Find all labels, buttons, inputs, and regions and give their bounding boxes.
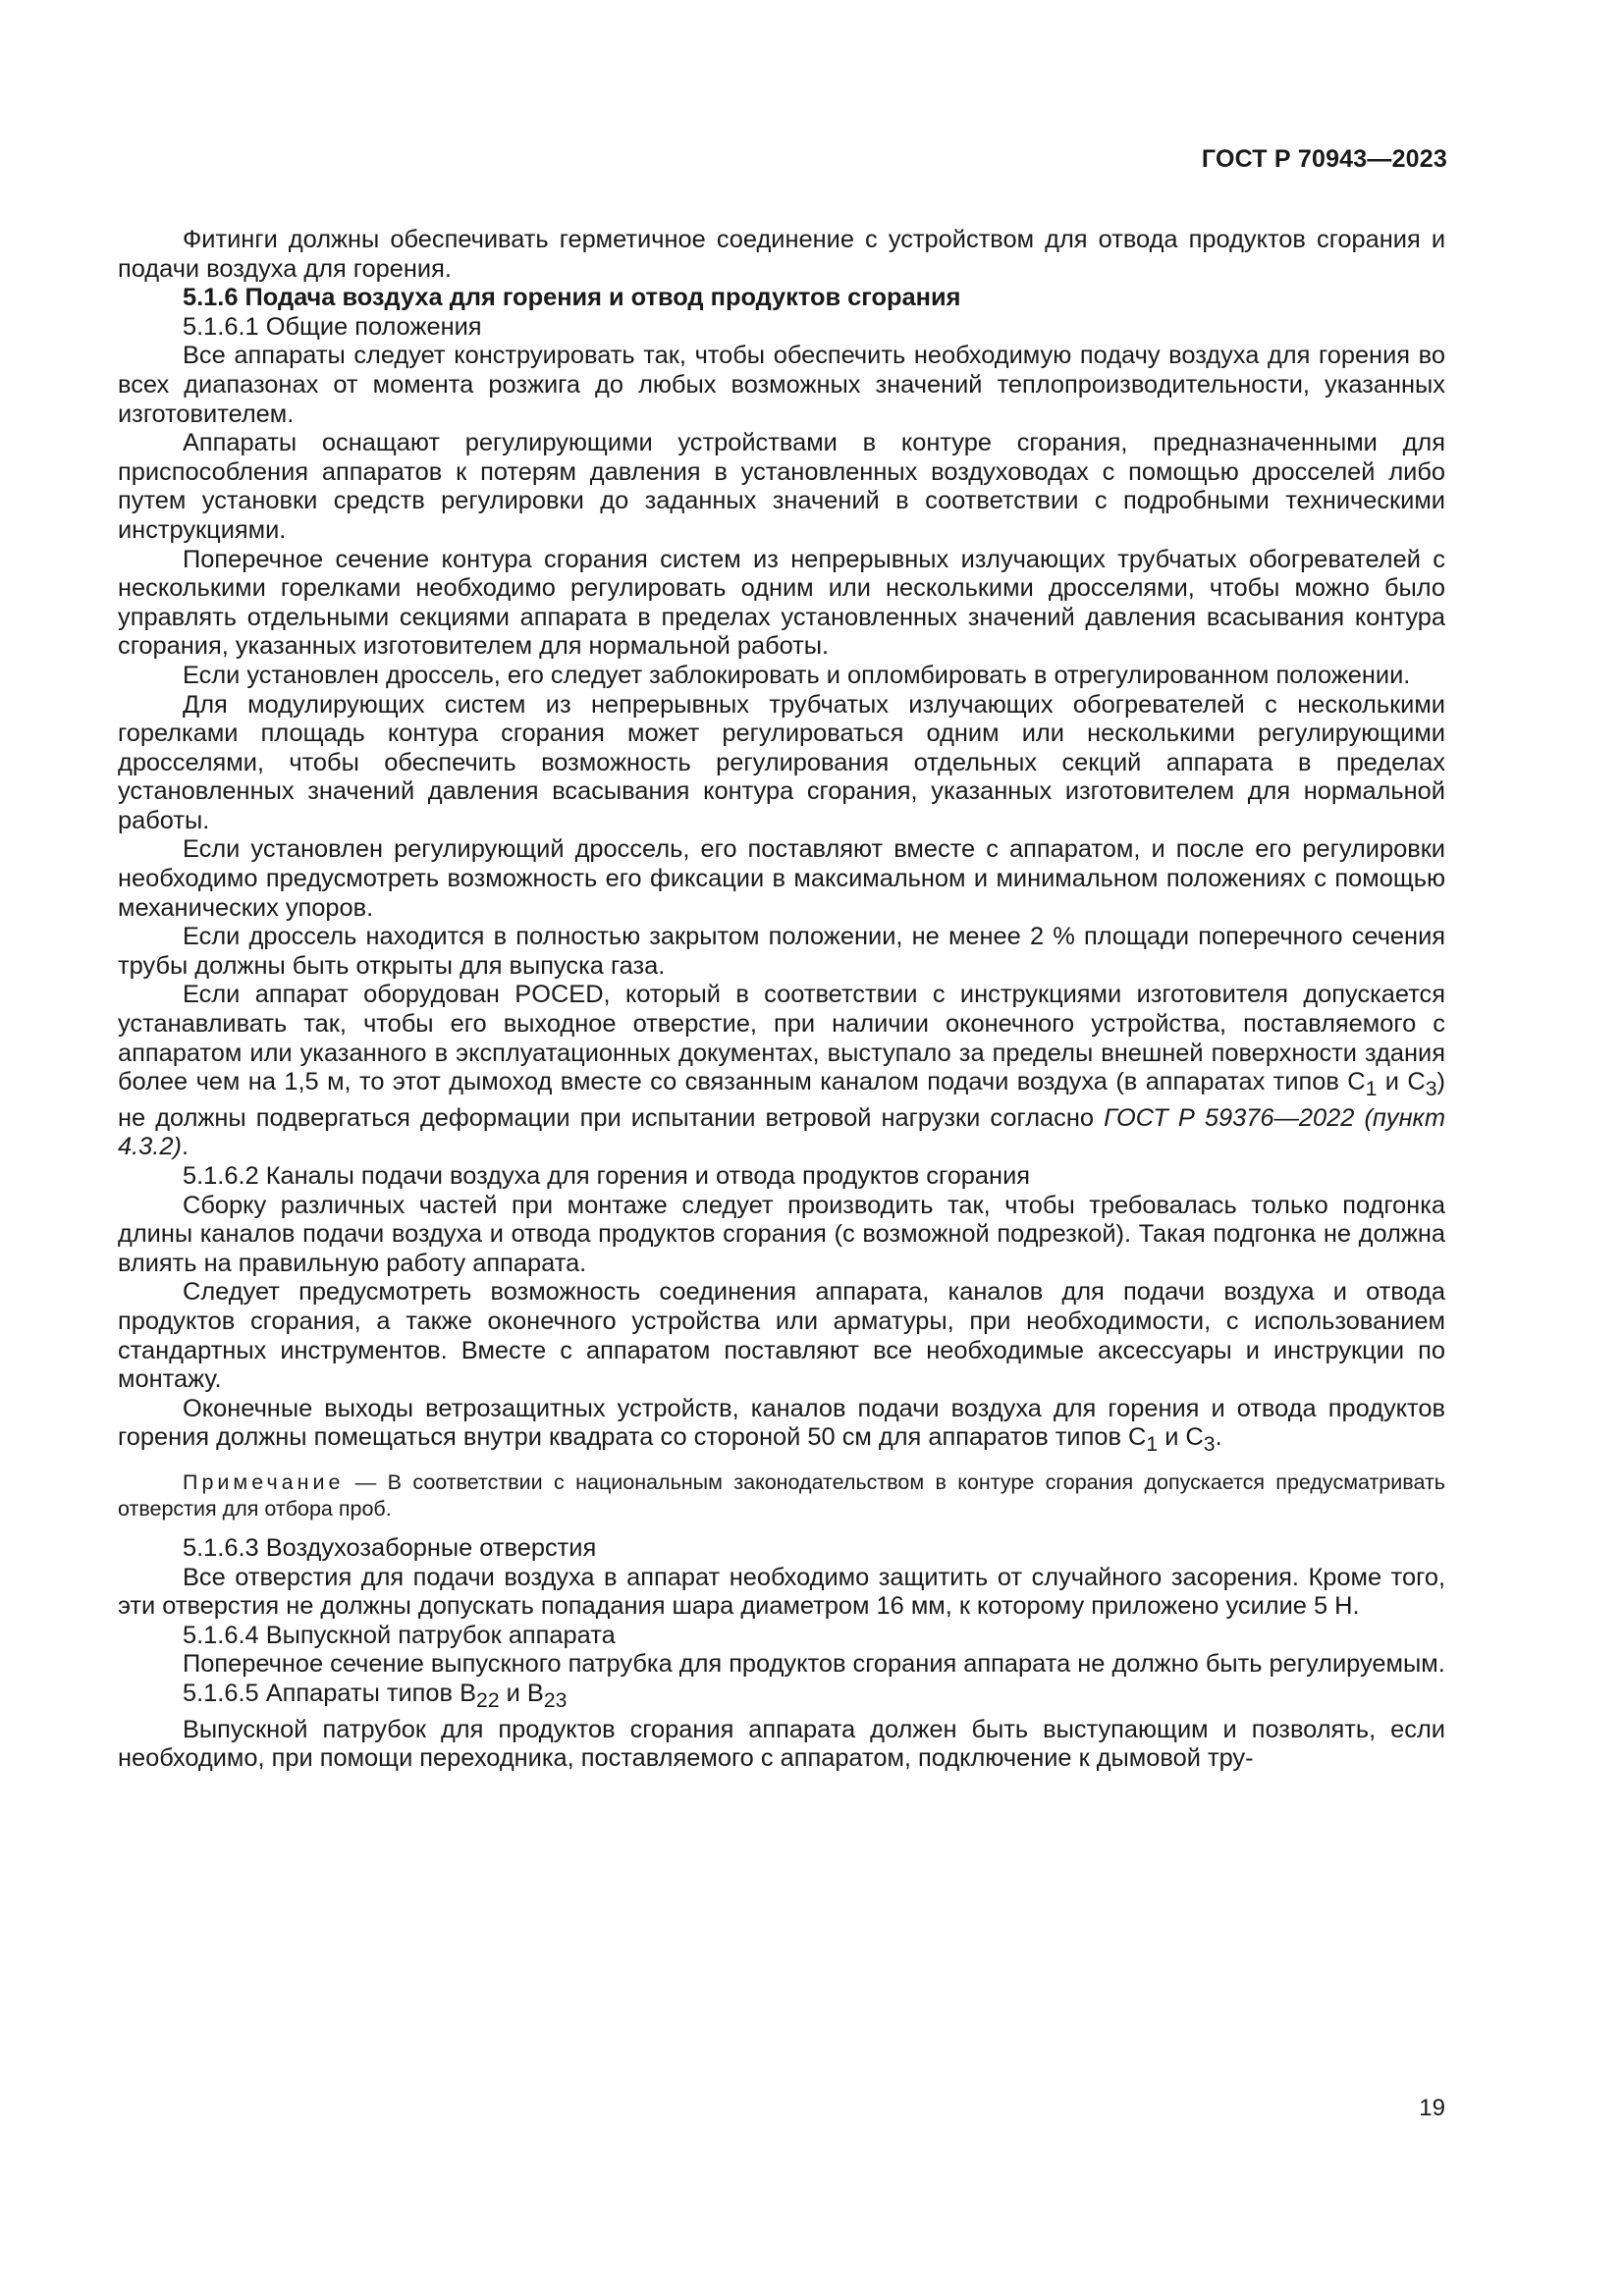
subsection-heading-5-1-6-2: 5.1.6.2 Каналы подачи воздуха для горения и отвода продуктов сгорания — [183, 1162, 1031, 1191]
paragraph-outlet-cross-section: Поперечное сечение выпускного патрубка для продуктов сгорания аппарата не должно быть регулируемым. — [183, 1650, 1445, 1679]
paragraph-regulating-devices: Аппараты оснащают регулирующими устройствами в контуре сгорания, предназначенными для приспособления аппаратов к потерям давления в установленных воздуховодах с помощью дросселей либо путем установки средств регулировки до заданных значений в соответствии с подробными техническими инструкциями. — [118, 429, 1445, 544]
paragraph-outlet-pipe: Выпускной патрубок для продуктов сгорания аппарата должен быть выступающим и позволять, если необходимо, при помощи переходника, поставляемого с аппаратом, подключение к дымовой тру- — [118, 1715, 1445, 1773]
paragraph-regulating-throttle: Если установлен регулирующий дроссель, его поставляют вместе с аппаратом, и после его регулировки необходимо предусмотреть возможность его фиксации в максимальном и минимальном положениях с помощью механических упоров. — [118, 835, 1445, 922]
note — [118, 1469, 1445, 1522]
subsection-heading-5-1-6-3: 5.1.6.3 Воздухозаборные отверстия — [183, 1534, 597, 1563]
subsection-heading-5-1-6-1: 5.1.6.1 Общие положения — [183, 312, 482, 341]
section-heading-5-1-6: 5.1.6 Подача воздуха для горения и отвод продуктов сгорания — [183, 284, 961, 312]
paragraph-modulating-systems: Для модулирующих систем из непрерывных трубчатых излучающих обогревателей с несколькими горелками площадь контура сгорания может регулироваться одним или несколькими регулирующими дросселями, чтобы обеспечить возможность регулирования отдельных секций аппарата в пределах установленных значений давления всасывания контура сгорания, указанных изготовителем для нормальной работы. — [118, 690, 1445, 834]
paragraph-closed-throttle: Если дроссель находится в полностью закрытом положении, не менее 2 % площади поперечного сечения трубы должны быть открыты для выпуска газа. — [118, 923, 1445, 980]
subsection-heading-5-1-6-5: 5.1.6.5 Аппараты типов $В_{22}$ и $В_{23}$ — [183, 1680, 568, 1713]
paragraph-air-supply: Все аппараты следует конструировать так, чтобы обеспечить необходимую подачу воздуха для горения во всех диапазонах от момента розжига до любых возможных значений теплопроизводительности, указанных изготовителем. — [118, 342, 1445, 428]
note-text: — В соответствии с национальным законодательством в контуре сгорания допускается предусматривать отверстия для отбора проб. — [118, 1470, 1445, 1522]
standard-code-header: ГОСТ Р 70943—2023 — [1201, 145, 1447, 173]
paragraph-throttle-lock: Если установлен дроссель, его следует заблокировать и опломбировать в отрегулированном положении. — [183, 661, 1411, 689]
paragraph-fittings: Фитинги должны обеспечивать герметичное соединение с устройством для отвода продуктов сгорания и подачи воздуха для горения. — [118, 226, 1445, 283]
document-body — [118, 226, 1445, 1774]
paragraph-air-intake: Все отверстия для подачи воздуха в аппарат необходимо защитить от случайного засорения. Кроме того, эти отверстия не должны допускать попадания шара диаметром 16 мм, к которому приложено усилие 5 Н. — [118, 1563, 1445, 1621]
subsection-heading-5-1-6-4: 5.1.6.4 Выпускной патрубок аппарата — [183, 1621, 616, 1649]
standard-reference: ГОСТ Р 59376—2022 (пункт 4.3.2) — [118, 1103, 1445, 1161]
paragraph-terminal-outlets: Оконечные выходы ветрозащитных устройств, каналов подачи воздуха для горения и отвода продуктов горения должны помещаться внутри квадрата со стороной 50 см для аппаратов типов $С_1$ и $С_3$. — [118, 1394, 1445, 1457]
note-label: Примечание — [183, 1470, 345, 1495]
paragraph-poced: Если аппарат оборудован POCED, который в соответствии с инструкциями изготовителя допускается устанавливать так, чтобы его выходное отверстие, при наличии оконечного устройства, поставляемого с аппаратом или указанного в эксплуатационных документах, выступало за пределы внешней поверхности здания более чем на 1,5 м, то этот дымоход вместе со связанным каналом подачи воздуха (в аппаратах типов $С_1$ и $С_3$) не должны подвергаться деформации при испытании ветровой нагрузки согласно ГОСТ Р 59376—2022 (пункт 4.3.2). — [118, 981, 1445, 1161]
paragraph-cross-section: Поперечное сечение контура сгорания систем из непрерывных излучающих трубчатых обогревателей с несколькими горелками необходимо регулировать одним или несколькими дросселями, чтобы можно было управлять отдельными секциями аппарата в пределах установленных значений давления всасывания контура сгорания, указанных изготовителем для нормальной работы. — [118, 545, 1445, 661]
paragraph-assembly: Сборку различных частей при монтаже следует производить так, чтобы требовалась только подгонка длины каналов подачи воздуха и отвода продуктов сгорания (с возможной подрезкой). Такая подгонка не должна влиять на правильную работу аппарата. — [118, 1191, 1445, 1277]
paragraph-connection: Следует предусмотреть возможность соединения аппарата, каналов для подачи воздуха и отвода продуктов сгорания, а также оконечного устройства или арматуры, при необходимости, с использованием стандартных инструментов. Вместе с аппаратом поставляют все необходимые аксессуары и инструкции по монтажу. — [118, 1278, 1445, 1394]
page-number: 19 — [1419, 2095, 1445, 2121]
